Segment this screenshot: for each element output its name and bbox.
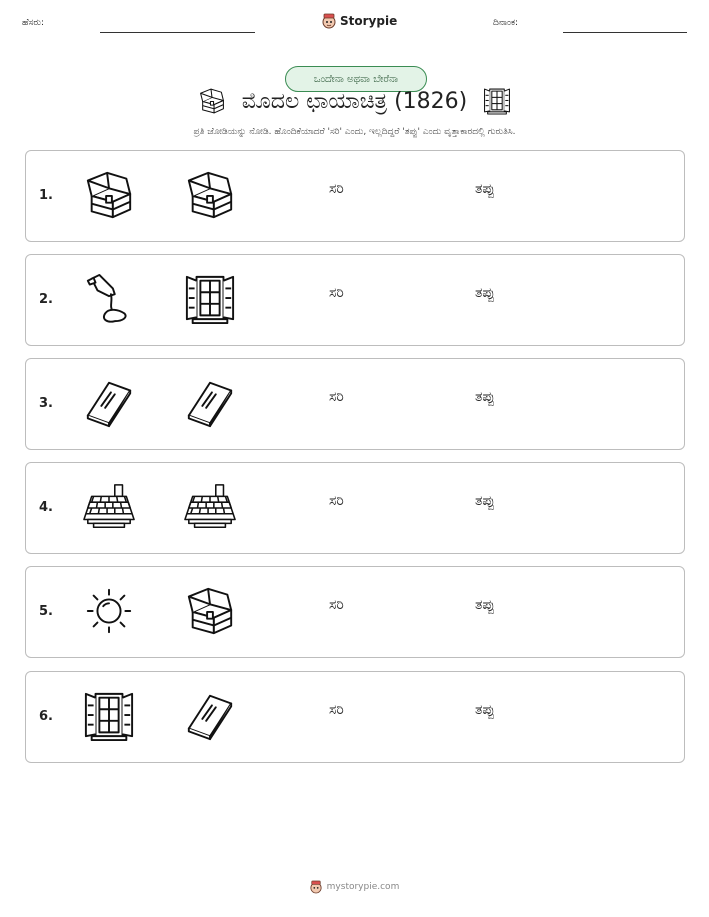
brand-name: Storypie xyxy=(340,14,398,28)
answer-false-option[interactable]: ತಪ್ಪು xyxy=(475,597,495,613)
treasure-chest-icon xyxy=(181,585,239,637)
question-number: 2. xyxy=(39,292,53,307)
question-card xyxy=(25,566,685,658)
question-number: 1. xyxy=(39,188,53,203)
footer xyxy=(0,880,709,894)
answer-true-option[interactable]: ಸರಿ xyxy=(329,597,344,613)
answer-false-option[interactable]: ತಪ್ಪು xyxy=(475,389,495,405)
date-label: ದಿನಾಂಕ: xyxy=(493,18,519,28)
question-number: 3. xyxy=(39,396,53,411)
answer-true-option[interactable]: ಸರಿ xyxy=(329,702,344,718)
answer-true-option[interactable]: ಸರಿ xyxy=(329,389,344,405)
page-title: ಮೊದಲ ಛಾಯಾಚಿತ್ರ (1826) xyxy=(241,88,468,114)
window-icon xyxy=(80,690,138,742)
mascot-icon xyxy=(310,880,322,894)
spilling-bottle-icon xyxy=(80,273,138,325)
window-icon xyxy=(481,87,513,115)
brand-logo xyxy=(322,13,397,29)
instructions: ಪ್ರತಿ ಜೋಡಿಯನ್ನು ನೋಡಿ. ಹೊಂದಿಕೆಯಾದರೆ 'ಸರಿ' ಎಂದು, ಇಲ್ಲದಿದ್ದರೆ 'ತಪ್ಪು' ಎಂದು ವೃತ್ತಾಕಾರದಲ್ಲಿ ಗುರುತಿಸಿ. xyxy=(193,127,516,137)
answer-false-option[interactable]: ತಪ್ಪು xyxy=(475,493,495,509)
treasure-chest-icon xyxy=(181,169,239,221)
question-number: 5. xyxy=(39,604,53,619)
answer-true-option[interactable]: ಸರಿ xyxy=(329,493,344,509)
glass-plate-icon xyxy=(181,690,239,742)
glass-plate-icon xyxy=(80,377,138,429)
sun-icon xyxy=(80,585,138,637)
window-icon xyxy=(181,273,239,325)
mascot-icon xyxy=(322,13,336,29)
question-card xyxy=(25,254,685,346)
treasure-chest-icon xyxy=(80,169,138,221)
glass-plate-icon xyxy=(181,377,239,429)
name-write-line xyxy=(100,32,255,33)
answer-false-option[interactable]: ತಪ್ಪು xyxy=(475,285,495,301)
question-card xyxy=(25,358,685,450)
answer-true-option[interactable]: ಸರಿ xyxy=(329,285,344,301)
footer-site: mystorypie.com xyxy=(326,882,400,892)
answer-false-option[interactable]: ತಪ್ಪು xyxy=(475,181,495,197)
question-card xyxy=(25,671,685,763)
title-row xyxy=(0,87,709,115)
rooftop-icon xyxy=(181,481,239,533)
name-label: ಹೆಸರು: xyxy=(22,18,45,28)
worksheet-header xyxy=(0,0,709,40)
answer-false-option[interactable]: ತಪ್ಪು xyxy=(475,702,495,718)
treasure-chest-icon xyxy=(196,87,228,115)
date-write-line xyxy=(563,32,687,33)
answer-true-option[interactable]: ಸರಿ xyxy=(329,181,344,197)
question-number: 4. xyxy=(39,500,53,515)
question-card xyxy=(25,150,685,242)
question-card xyxy=(25,462,685,554)
question-number: 6. xyxy=(39,709,53,724)
rooftop-icon xyxy=(80,481,138,533)
worksheet-type-badge: ಒಂದೇನಾ ಅಥವಾ ಬೇರೆನಾ xyxy=(285,66,427,92)
